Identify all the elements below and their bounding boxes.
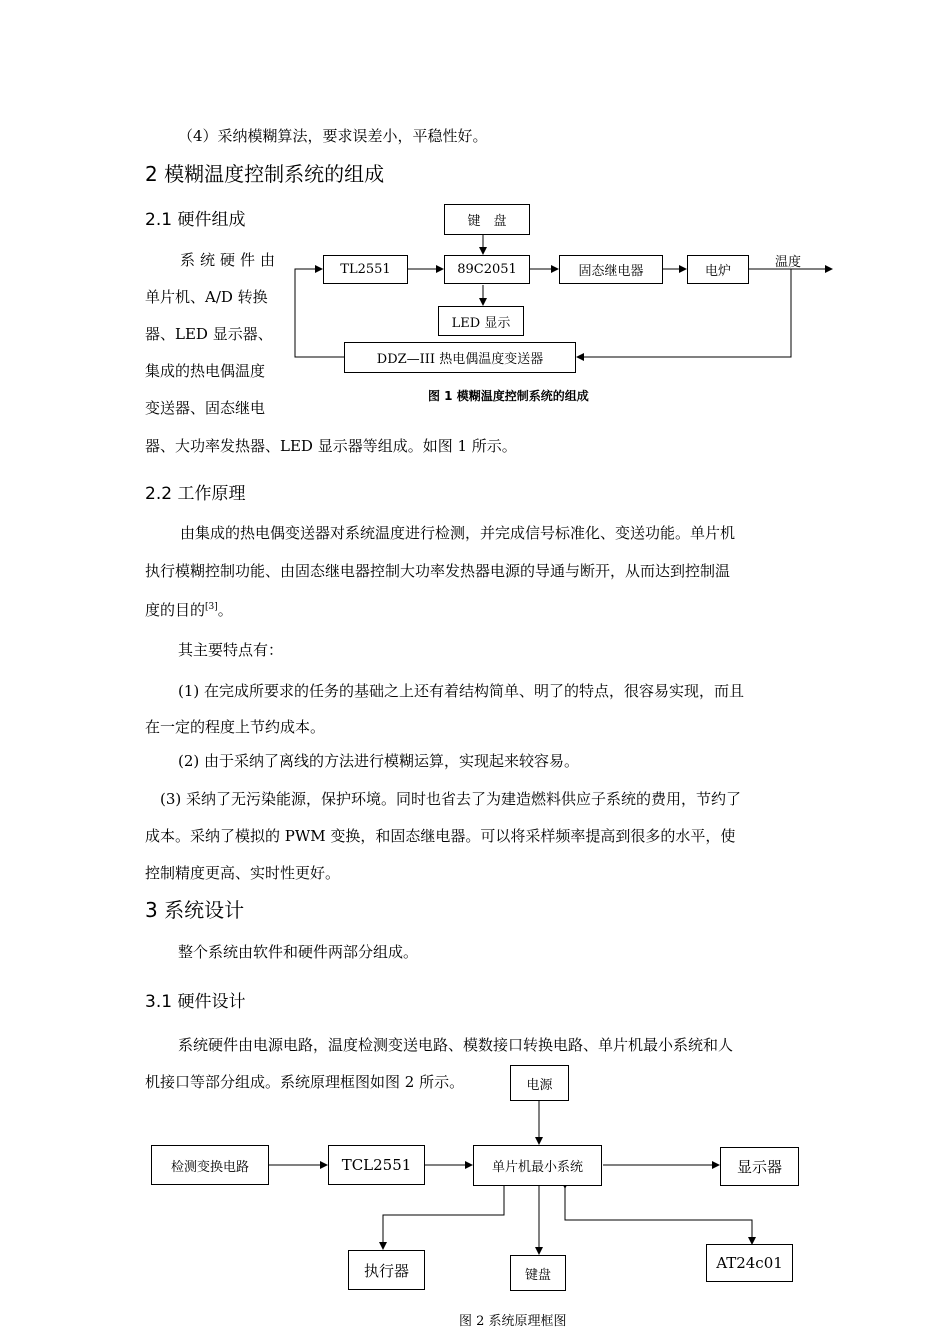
fig1-keyboard-box: 键 盘 [444,204,530,235]
wrap-line-2: 单片机、A/D 转换 [145,288,268,306]
fig2-eeprom-box: AT24c01 [706,1244,793,1282]
wrap-line-3: 器、LED 显示器、 [145,325,273,343]
fig2-arrow-mcu-actuator [383,1186,504,1249]
features-intro: 其主要特点有： [178,641,284,659]
fig2-tcl-box: TCL2551 [328,1145,425,1185]
wrap-line-4: 集成的热电偶温度 [145,362,266,380]
section-3-intro: 整个系统由软件和硬件两部分组成。 [178,943,419,961]
feature-1-line-2: 在一定的程度上节约成本。 [145,718,326,736]
principle-line-3: 度的目的[3]。 [145,601,233,619]
wrap-line-1: 系统硬件由 [180,251,281,269]
feature-3-line-2: 成本。采纳了模拟的 PWM 变换，和固态继电器。可以将采样频率提高到很多的水平，使 [145,827,736,845]
fig1-temp-label: 温度 [775,255,802,270]
fig1-ddz-box: DDZ—III 热电偶温度变送器 [344,342,576,373]
fig2-link-mcu-eeprom [565,1188,752,1244]
fig2-display-box: 显示器 [720,1147,799,1186]
hardware-composition-tail: 器、大功率发热器、LED 显示器等组成。如图 1 所示。 [145,437,517,455]
fig2-keyboard-box: 键盘 [510,1255,566,1291]
feature-1-line-1: (1) 在完成所要求的任务的基础之上还有着结构简单、明了的特点，很容易实现，而且 [178,682,745,700]
section-2-1-title: 2.1 硬件组成 [145,210,246,230]
section-3-1-title: 3.1 硬件设计 [145,992,246,1012]
feature-3-line-3: 控制精度更高、实时性更好。 [145,864,341,882]
fig2-detect-box: 检测变换电路 [151,1145,269,1185]
feature-2: (2) 由于采纳了离线的方法进行模糊运算，实现起来较容易。 [178,752,580,770]
hw-design-line-1: 系统硬件由电源电路，温度检测变送电路、模数接口转换电路、单片机最小系统和人 [178,1036,734,1054]
fig2-power-box: 电源 [510,1065,569,1101]
principle-line-1: 由集成的热电偶变送器对系统温度进行检测，并完成信号标准化、变送功能。单片机 [180,524,736,542]
wrap-line-5: 变送器、固态继电 [145,399,266,417]
section-3-title: 3 系统设计 [145,898,245,922]
list-item-4: （4）采纳模糊算法，要求误差小，平稳性好。 [178,127,488,145]
fig1-led-box: LED 显示 [438,306,524,336]
fig2-actuator-box: 执行器 [348,1250,425,1290]
section-2-2-title: 2.2 工作原理 [145,484,246,504]
fig1-furnace-box: 电炉 [687,255,749,284]
citation-ref: [3] [205,602,218,612]
fig1-tl2551-box: TL2551 [323,255,408,284]
feature-3-line-1: (3) 采纳了无污染能源，保护环境。同时也省去了为建造燃料供应子系统的费用，节约了 [160,790,742,808]
hw-design-line-2: 机接口等部分组成。系统原理框图如图 2 所示。 [145,1073,465,1091]
section-2-title: 2 模糊温度控制系统的组成 [145,162,385,186]
fig2-mcu-box: 单片机最小系统 [473,1145,602,1186]
principle-line-2: 执行模糊控制功能、由固态继电器控制大功率发热器电源的导通与断开，从而达到控制温 [145,562,731,580]
fig1-relay-box: 固态继电器 [559,255,663,284]
fig1-caption: 图 1 模糊温度控制系统的组成 [428,389,589,403]
fig2-caption: 图 2 系统原理框图 [459,1314,567,1329]
fig1-mcu-box: 89C2051 [444,255,530,284]
